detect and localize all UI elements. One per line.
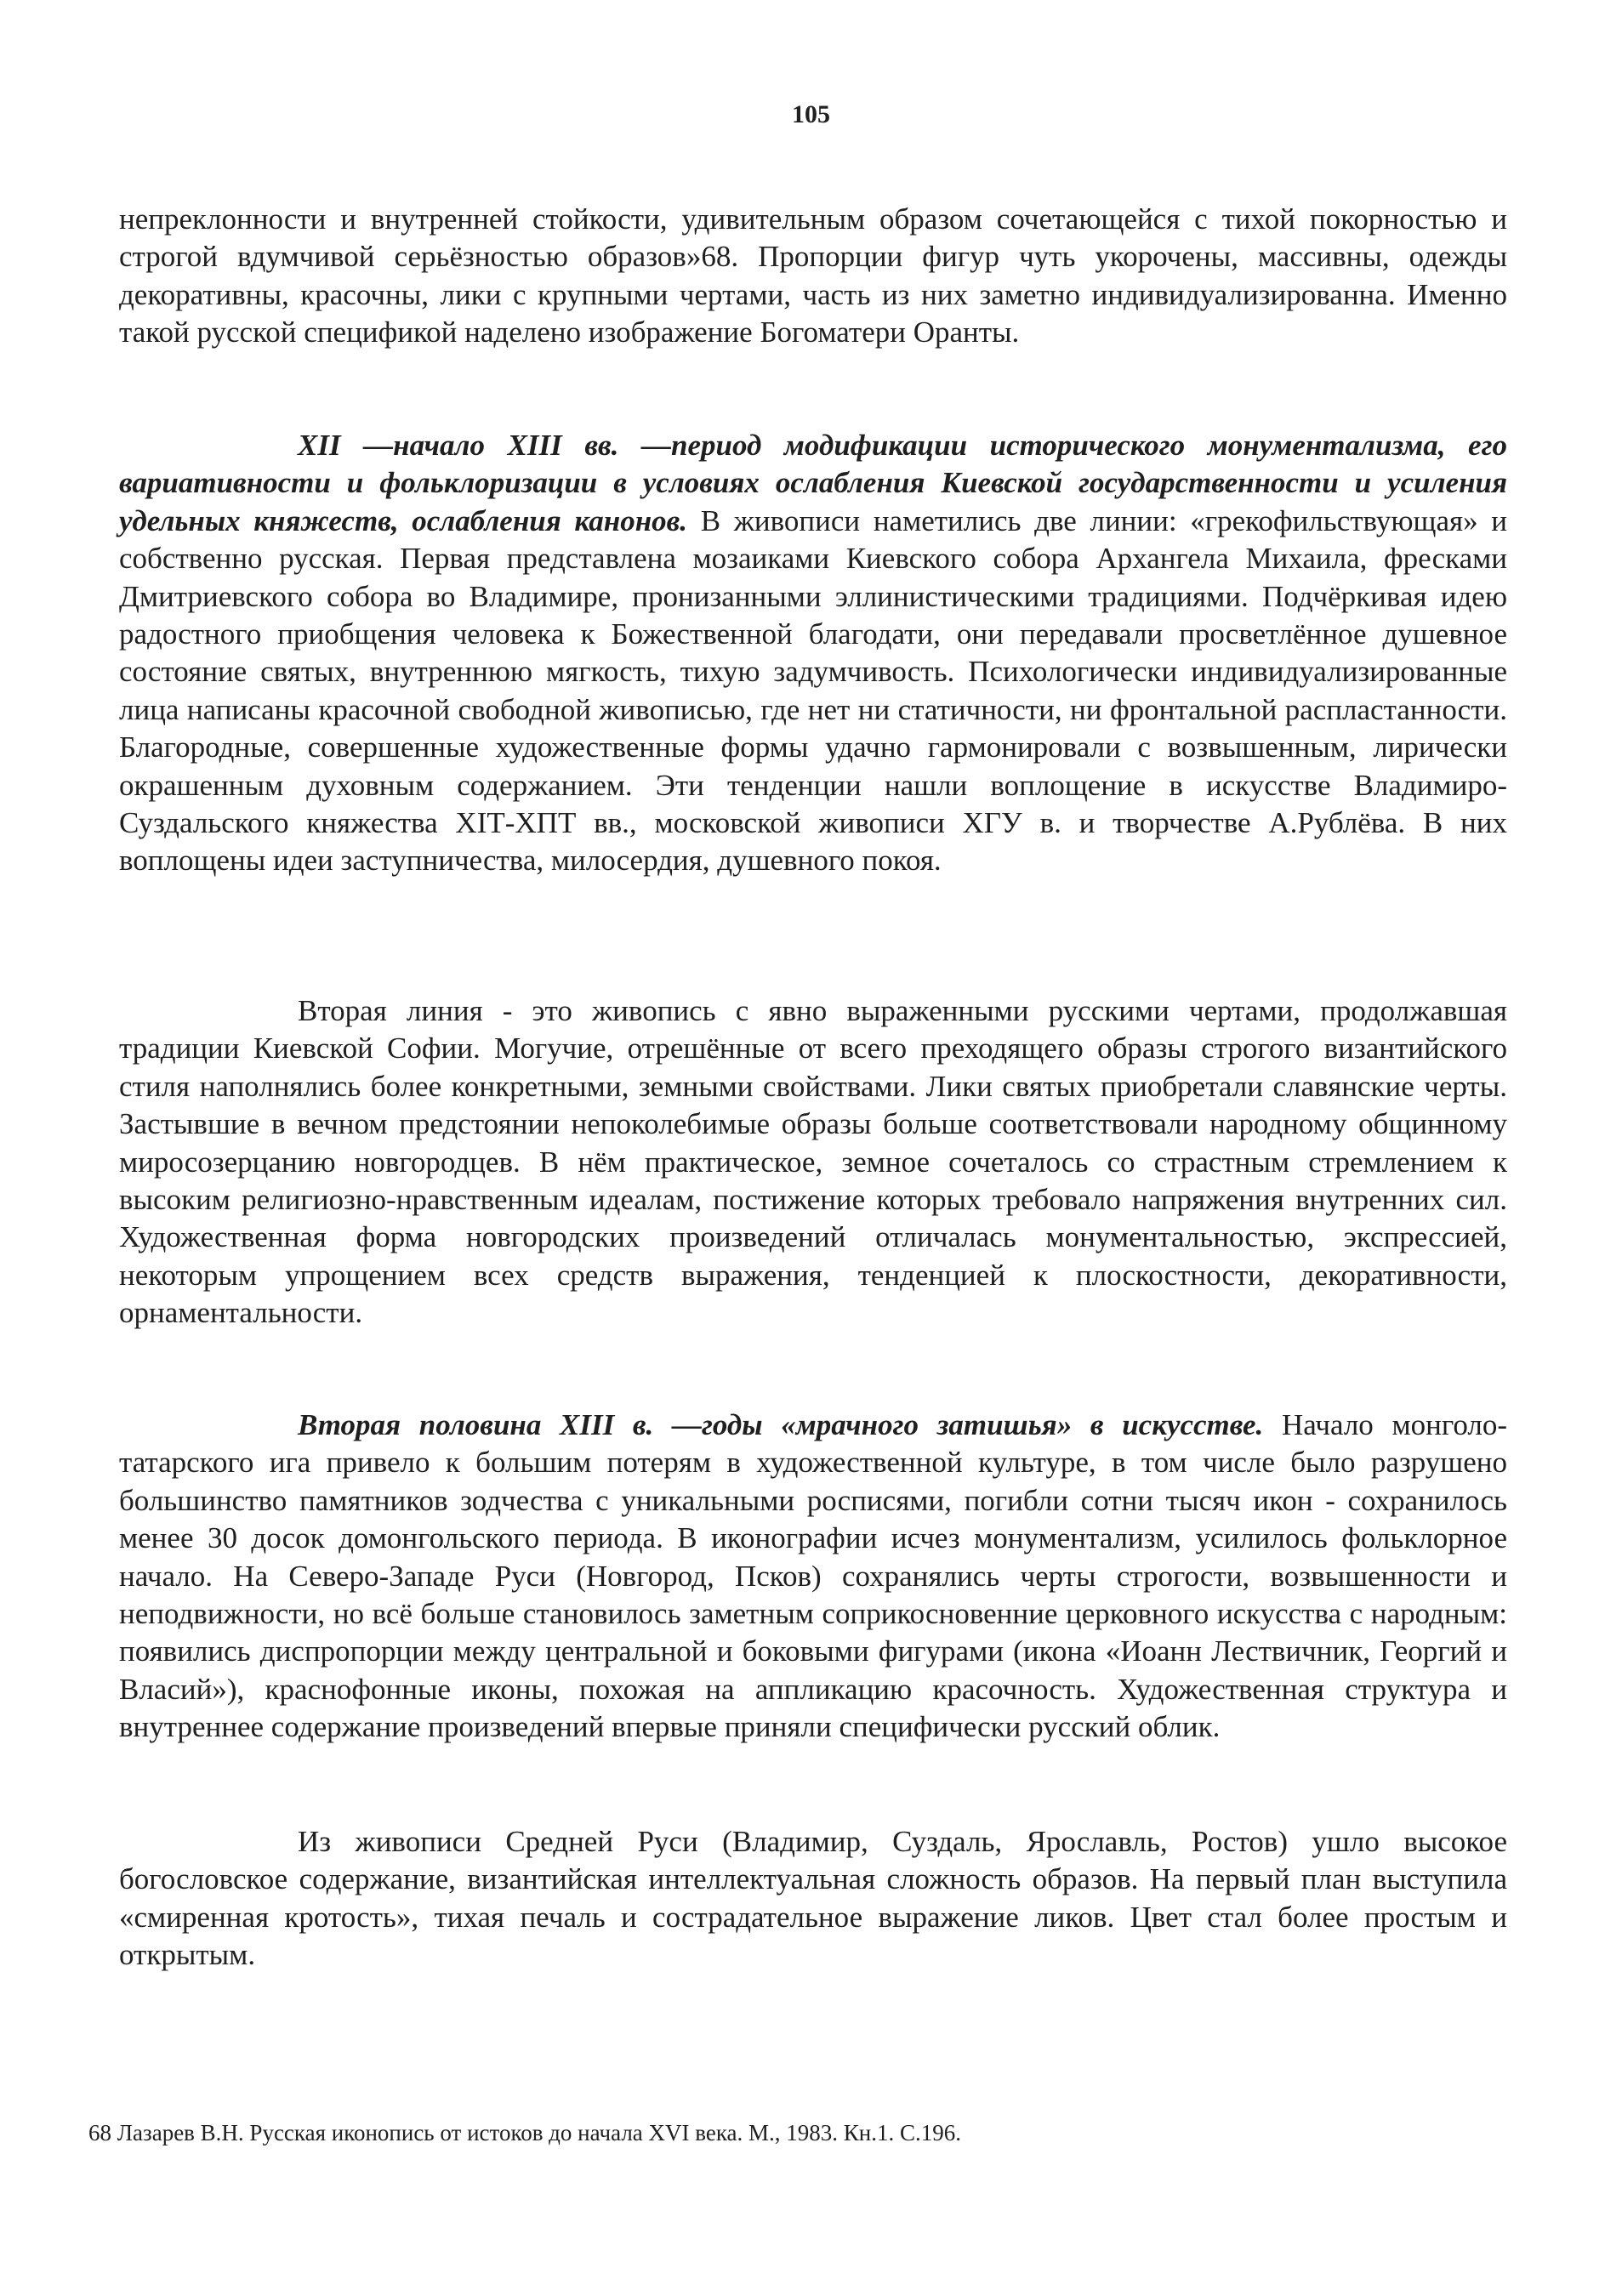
paragraph-3 [119, 992, 1507, 1333]
page-number: 105 [792, 100, 830, 128]
paragraph-4 [119, 1407, 1507, 1747]
paragraph-1-text: непреклонности и внутренней стойкости, удивительным образом сочетающейся с тихой покорностью и строгой вдумчивой серьёзностью образов»68. Пропорции фигур чуть укорочены, массивны, одежды декоративны, красочны, лики с крупными чертами, часть из них заметно индивидуализированна. Именно такой русской спецификой наделено изображение Богоматери Оранты. [119, 202, 1507, 350]
paragraph-5 [119, 1823, 1507, 1975]
paragraph-3-text: Вторая линия - это живопись с явно выраженными русскими чертами, продолжавшая традиции Киевской Софии. Могучие, отрешённые от всего преходящего образы строгого византийского стиля наполнялись более конкретными, земными свойствами. Лики святых приобретали славянские черты. Застывшие в вечном предстоянии непоколебимые образы больше соответствовали народному общинному миросозерцанию новгородцев. В нём практическое, земное сочеталось со страстным стремлением к высоким религиозно-нравственным идеалам, постижение которых требовало напряжения внутренних сил. Художественная форма новгородских произведений отличалась монументальностью, экспрессией, некоторым упрощением всех средств выражения, тенденцией к плоскостности, декоративности, орнаментальности. [119, 994, 1507, 1330]
paragraph-2-heading: XII —начало XIII вв. —период модификации исторического монументализма, его вариативности и фольклоризации в условиях ослабления Киевской государственности и усиления удельных княжеств, ослабления канонов. [119, 429, 1507, 537]
paragraph-1 [119, 201, 1507, 352]
paragraph-4-text: Начало монголо-татарского ига привело к большим потерям в художественной культуре, в том числе было разрушено большинство памятников зодчества с уникальными росписями, погибли сотни тысяч икон - сохранилось менее 30 досок домонгольского периода. В иконографии исчез монументализм, усилилось фольклорное начало. На Северо-Западе Руси (Новгород, Псков) сохранялись черты строгости, возвышенности и неподвижности, но всё больше становилось заметным соприкосновенние церковного искусства с народным: появились диспропорции между центральной и боковыми фигурами (икона «Иоанн Лествичник, Георгий и Власий»), краснофонные иконы, похожая на аппликацию красочность. Художественная структура и внутреннее содержание произведений впервые приняли специфически русский облик. [119, 1408, 1507, 1744]
paragraph-4-heading: Вторая половина XIII в. —годы «мрачного затишья» в искусстве. [298, 1408, 1264, 1441]
footnote: 68 Лазарев В.Н. Русская иконопись от истоков до начала XVI века. М., 1983. Кн.1. С.196. [88, 2120, 962, 2145]
paragraph-2 [119, 427, 1507, 880]
paragraph-5-text: Из живописи Средней Руси (Владимир, Суздаль, Ярославль, Ростов) ушло высокое богословское содержание, византийская интеллектуальная сложность образов. На первый план выступила «смиренная кротость», тихая печаль и сострадательное выражение ликов. Цвет стал более простым и открытым. [119, 1825, 1507, 1972]
paragraph-2-text: В живописи наметились две линии: «грекофильствующая» и собственно русская. Первая представлена мозаиками Киевского собора Архангела Михаила, фресками Дмитриевского собора во Владимире, пронизанными эллинистическими традициями. Подчёркивая идею радостного приобщения человека к Божественной благодати, они передавали просветлённое душевное состояние святых, внутреннюю мягкость, тихую задумчивость. Психологически индивидуализированные лица написаны красочной свободной живописью, где нет ни статичности, ни фронтальной распластанности. Благородные, совершенные художественные формы удачно гармонировали с возвышенным, лирически окрашенным духовным содержанием. Эти тенденции нашли воплощение в искусстве Владимиро-Суздальского княжества ХІТ-ХПТ вв., московской живописи ХГУ в. и творчестве А.Рублёва. В них воплощены идеи заступничества, милосердия, душевного покоя. [119, 503, 1507, 878]
